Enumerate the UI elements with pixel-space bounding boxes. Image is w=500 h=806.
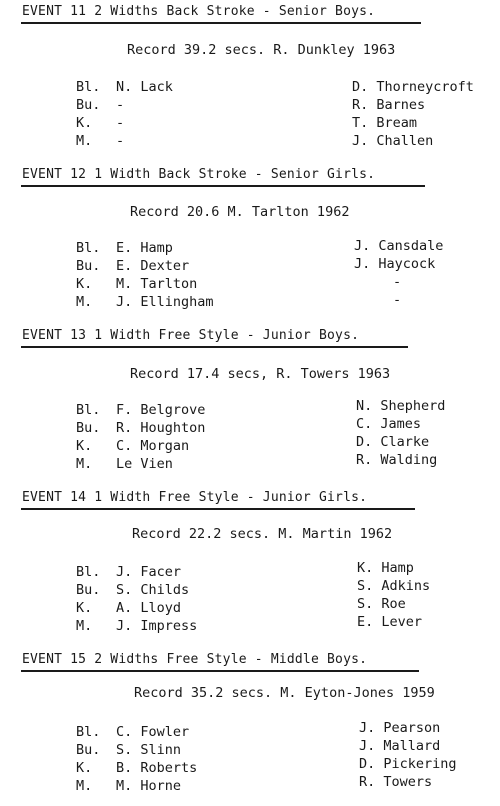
lane-label: K. — [76, 276, 93, 292]
competitor-name: - — [116, 133, 125, 149]
lane-label: Bl. — [76, 240, 101, 256]
second-competitor: J. Cansdale — [354, 238, 444, 254]
second-competitor: R. Towers — [359, 774, 433, 790]
event-underline — [21, 185, 425, 187]
second-competitor: D. Thorneycroft — [352, 79, 474, 95]
lane-label: Bl. — [76, 402, 101, 418]
second-competitor: R. Walding — [356, 452, 438, 468]
second-competitor: D. Clarke — [356, 434, 430, 450]
competitor-name: A. Lloyd — [116, 600, 182, 616]
lane-label: M. — [76, 618, 93, 634]
event-title: EVENT 11 2 Widths Back Stroke - Senior Boys. — [22, 4, 376, 19]
lane-label: M. — [76, 456, 93, 472]
lane-entry — [76, 438, 189, 454]
second-competitor: D. Pickering — [359, 756, 457, 772]
competitor-name: J. Ellingham — [116, 294, 214, 310]
lane-label: Bu. — [76, 97, 101, 113]
lane-entry — [76, 742, 181, 758]
lane-entry — [76, 582, 189, 598]
lane-entry — [76, 79, 173, 95]
competitor-name: M. Horne — [116, 778, 182, 794]
event-underline — [21, 508, 415, 510]
competitor-name: - — [116, 97, 125, 113]
competitor-name: J. Facer — [116, 564, 182, 580]
second-competitor: E. Lever — [357, 614, 423, 630]
lane-label: K. — [76, 760, 93, 776]
second-competitor: S. Roe — [357, 596, 406, 612]
lane-label: Bl. — [76, 564, 101, 580]
lane-entry — [76, 258, 189, 274]
competitor-name: B. Roberts — [116, 760, 198, 776]
second-competitor: J. Pearson — [359, 720, 441, 736]
event-record: Record 22.2 secs. M. Martin 1962 — [132, 526, 393, 542]
competitor-name: R. Houghton — [116, 420, 206, 436]
lane-entry — [76, 402, 205, 418]
second-competitor: R. Barnes — [352, 97, 426, 113]
second-competitor: J. Haycock — [354, 256, 436, 272]
event-record: Record 35.2 secs. M. Eyton-Jones 1959 — [134, 685, 435, 701]
lane-entry — [76, 456, 173, 472]
competitor-name: E. Dexter — [116, 258, 190, 274]
competitor-name: E. Hamp — [116, 240, 173, 256]
event-title: EVENT 13 1 Width Free Style - Junior Boys. — [22, 328, 360, 343]
second-competitor: - — [393, 274, 402, 290]
lane-entry — [76, 564, 181, 580]
second-competitor: J. Mallard — [359, 738, 441, 754]
event-title: EVENT 12 1 Width Back Stroke - Senior Girls. — [22, 167, 376, 182]
event-record: Record 39.2 secs. R. Dunkley 1963 — [127, 42, 396, 58]
second-competitor: N. Shepherd — [356, 398, 446, 414]
lane-label: K. — [76, 438, 93, 454]
competitor-name: C. Morgan — [116, 438, 190, 454]
lane-entry — [76, 600, 181, 616]
lane-entry — [76, 276, 197, 292]
event-underline — [21, 670, 419, 672]
competitor-name: Le Vien — [116, 456, 173, 472]
second-competitor: S. Adkins — [357, 578, 431, 594]
lane-label: K. — [76, 600, 93, 616]
lane-entry — [76, 133, 124, 149]
lane-entry — [76, 115, 124, 131]
lane-label: Bu. — [76, 742, 101, 758]
event-title: EVENT 14 1 Width Free Style - Junior Girls. — [22, 490, 368, 505]
competitor-name: - — [116, 115, 125, 131]
lane-entry — [76, 240, 173, 256]
event-record: Record 20.6 M. Tarlton 1962 — [130, 204, 350, 220]
second-competitor: - — [393, 292, 402, 308]
lane-label: M. — [76, 294, 93, 310]
lane-label: Bu. — [76, 420, 101, 436]
lane-entry — [76, 760, 197, 776]
lane-label: K. — [76, 115, 93, 131]
second-competitor: C. James — [356, 416, 422, 432]
event-underline — [21, 22, 421, 24]
lane-label: Bl. — [76, 79, 101, 95]
event-title: EVENT 15 2 Widths Free Style - Middle Boys. — [22, 652, 368, 667]
lane-label: Bu. — [76, 258, 101, 274]
competitor-name: C. Fowler — [116, 724, 190, 740]
competitor-name: M. Tarlton — [116, 276, 198, 292]
lane-label: Bu. — [76, 582, 101, 598]
competitor-name: N. Lack — [116, 79, 173, 95]
competitor-name: J. Impress — [116, 618, 198, 634]
lane-label: Bl. — [76, 724, 101, 740]
lane-label: M. — [76, 778, 93, 794]
competitor-name: F. Belgrove — [116, 402, 206, 418]
lane-entry — [76, 420, 205, 436]
event-record: Record 17.4 secs, R. Towers 1963 — [130, 366, 391, 382]
second-competitor: K. Hamp — [357, 560, 414, 576]
lane-label: M. — [76, 133, 93, 149]
lane-entry — [76, 618, 197, 634]
competitor-name: S. Childs — [116, 582, 190, 598]
lane-entry — [76, 97, 124, 113]
lane-entry — [76, 294, 214, 310]
second-competitor: T. Bream — [352, 115, 418, 131]
competitor-name: S. Slinn — [116, 742, 182, 758]
lane-entry — [76, 724, 189, 740]
second-competitor: J. Challen — [352, 133, 434, 149]
event-underline — [21, 346, 408, 348]
lane-entry — [76, 778, 181, 794]
